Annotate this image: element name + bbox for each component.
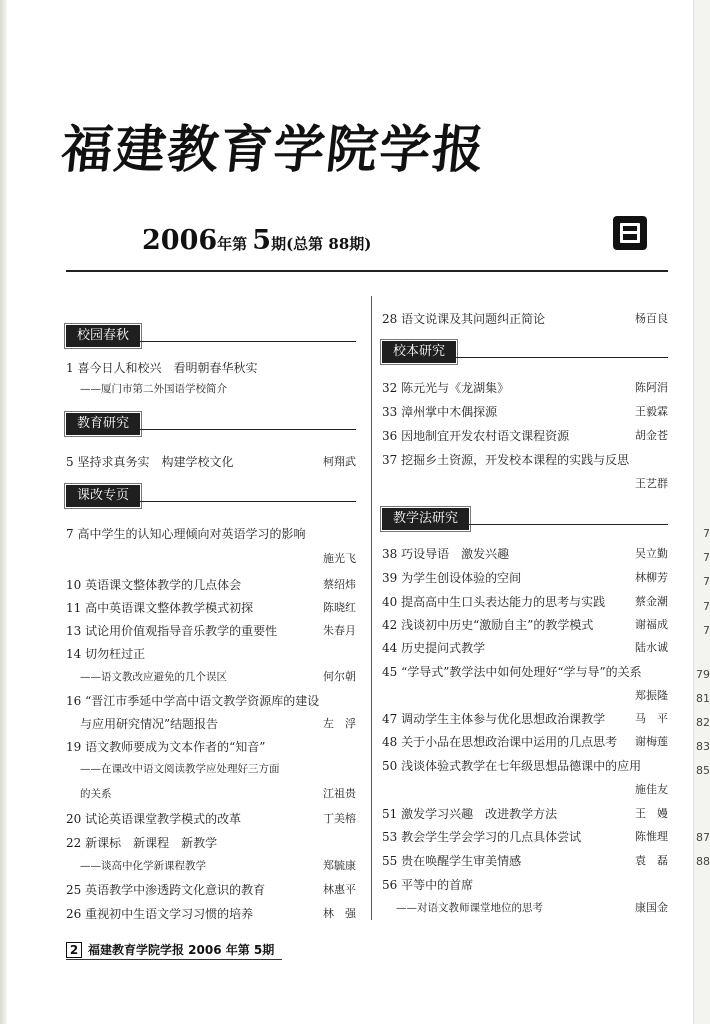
toc-entry-title: 51 激发学习兴趣 改进教学方法 <box>382 807 558 821</box>
section-header <box>66 326 356 346</box>
section-rule <box>456 357 668 358</box>
toc-entry-author: 杨百良 <box>635 312 668 325</box>
toc-entry-title: 50 浅谈体验式教学在七年级思想品德课中的应用 <box>382 759 642 773</box>
footer-rule <box>66 959 282 960</box>
toc-entry-title: 55 贵在唤醒学生审美情感 <box>382 854 522 868</box>
section-title: 课改专页 <box>66 485 140 507</box>
toc-entry-author: 康国金 <box>635 901 668 914</box>
issue-nian-di: 年第 <box>217 235 248 253</box>
toc-entry-author: 吴立勤 <box>635 547 668 560</box>
toc-entry-title: 20 试论英语课堂教学模式的改革 <box>66 812 242 826</box>
toc-entry-title: 33 漳州掌中木偶探源 <box>382 405 498 419</box>
toc-entry-title: ——谈高中化学新课程教学 <box>80 860 206 872</box>
toc-entry-author: 陈惟理 <box>635 830 668 843</box>
toc-entry-author: 谢福成 <box>635 618 668 631</box>
scan-edge-right <box>693 0 710 1024</box>
toc-entry-author: 蔡金潮 <box>635 595 668 608</box>
toc-entry-author: 柯翔武 <box>323 455 356 468</box>
section-header <box>382 342 668 362</box>
toc-entry-title: 7 高中学生的认知心理倾向对英语学习的影响 <box>66 527 306 541</box>
toc-entry-title: 5 坚持求真务实 构建学校文化 <box>66 455 234 469</box>
issue-line <box>142 225 371 256</box>
toc-entry-author: 王艺群 <box>635 477 668 490</box>
toc-entry-author: 陈晓红 <box>323 601 356 614</box>
toc-entry-author: 王 嫚 <box>635 807 668 820</box>
contents-icon <box>613 216 647 250</box>
toc-entry-title: 36 因地制宜开发农村语文课程资源 <box>382 429 570 443</box>
toc-entry-title: 40 提高高中生口头表达能力的思考与实践 <box>382 595 606 609</box>
section-header <box>66 414 356 434</box>
right-edge-number: 81 <box>696 692 710 705</box>
toc-entry-title: 38 巧设导语 激发兴趣 <box>382 547 510 561</box>
toc-entry-title: ——厦门市第二外国语学校简介 <box>80 383 227 395</box>
right-edge-number: 87 <box>696 831 710 844</box>
toc-entry-title: ——在课改中语文阅读教学应处理好三方面 <box>80 763 280 775</box>
toc-entry-title: 10 英语课文整体教学的几点体会 <box>66 578 242 592</box>
toc-entry-title: 48 关于小品在思想政治课中运用的几点思考 <box>382 735 618 749</box>
toc-entry-author: 袁 磊 <box>635 854 668 867</box>
section-header <box>66 486 356 506</box>
toc-entry-author: 林惠平 <box>323 883 356 896</box>
toc-entry-author: 朱春月 <box>323 624 356 637</box>
toc-entry-title: 44 历史提问式教学 <box>382 641 486 655</box>
toc-entry-title: 53 教会学生学会学习的几点具体尝试 <box>382 830 582 844</box>
toc-entry-author: 谢梅莲 <box>635 735 668 748</box>
right-edge-number: 7 <box>703 551 710 564</box>
right-edge-number: 83 <box>696 740 710 753</box>
toc-entry-title: 39 为学生创设体验的空间 <box>382 571 522 585</box>
section-title: 校园春秋 <box>66 325 140 347</box>
toc-entry-author: 陆水诚 <box>635 641 668 654</box>
toc-entry-author: 王毅霖 <box>635 405 668 418</box>
section-rule <box>140 341 356 342</box>
toc-entry-title: 14 切勿枉过正 <box>66 647 146 661</box>
toc-entry-title: 11 高中英语课文整体教学模式初探 <box>66 601 254 615</box>
section-header <box>382 509 668 529</box>
toc-entry-title: 1 喜今日人和校兴 看明朝春华秋实 <box>66 361 258 375</box>
toc-entry-title: 与应用研究情况”结题报告 <box>80 717 219 731</box>
footer-page-number: 2 <box>66 942 82 958</box>
right-edge-number: 7 <box>703 527 710 540</box>
toc-entry-author: 马 平 <box>635 712 668 725</box>
toc-entry-title: 26 重视初中生语文学习习惯的培养 <box>66 907 254 921</box>
issue-number: 5 <box>252 225 272 256</box>
footer-journal-issue: 福建教育学院学报 2006 年第 5期 <box>88 943 275 957</box>
toc-entry-title: 19 语文教师要成为文本作者的“知音” <box>66 740 266 754</box>
toc-entry-title: ——语文教改应避免的几个误区 <box>80 671 227 683</box>
toc-entry-title: 13 试论用价值观指导音乐教学的重要性 <box>66 624 278 638</box>
toc-entry-author: 胡金苍 <box>635 429 668 442</box>
right-edge-number: 7 <box>703 600 710 613</box>
toc-entry-title: 37 挖掘乡土资源，开发校本课程的实践与反思 <box>382 453 630 467</box>
toc-entry-author: 丁美榕 <box>323 812 356 825</box>
toc-entry-title: 22 新课标 新课程 新教学 <box>66 836 218 850</box>
section-title: 教育研究 <box>66 413 140 435</box>
section-title: 教学法研究 <box>382 508 469 530</box>
right-edge-number: 82 <box>696 716 710 729</box>
toc-entry-title: 28 语文说课及其问题纠正简论 <box>382 312 546 326</box>
toc-entry-author: 左 浮 <box>323 717 356 730</box>
toc-entry-title: 25 英语教学中渗透跨文化意识的教育 <box>66 883 266 897</box>
section-rule <box>140 501 356 502</box>
toc-entry-author: 何尔朝 <box>323 670 356 683</box>
section-rule <box>469 524 668 525</box>
scan-edge-left <box>0 0 7 1024</box>
right-edge-number: 7 <box>703 575 710 588</box>
toc-entry-title: ——对语文教师课堂地位的思考 <box>396 902 543 914</box>
column-divider <box>371 296 372 920</box>
toc-entry-author: 林柳芳 <box>635 571 668 584</box>
toc-entry-author: 江祖贵 <box>323 787 356 800</box>
toc-entry-author: 林 强 <box>323 907 356 920</box>
journal-title: 福建教育学院学报 <box>58 120 489 180</box>
right-edge-number: 85 <box>696 764 710 777</box>
toc-entry-title: 56 平等中的首席 <box>382 878 474 892</box>
section-rule <box>140 429 356 430</box>
toc-entry-title: 45 “学导式”教学法中如何处理好“学与导”的关系 <box>382 665 642 679</box>
toc-entry-title: 42 浅谈初中历史“激励自主”的教学模式 <box>382 618 594 632</box>
toc-entry-title: 32 陈元光与《龙湖集》 <box>382 381 510 395</box>
toc-entry-title: 16 “晋江市季延中学高中语文教学资源库的建设 <box>66 694 320 708</box>
header-rule <box>66 270 668 272</box>
toc-entry-title: 的关系 <box>80 788 112 800</box>
right-edge-number: 79 <box>696 668 710 681</box>
right-edge-number: 88 <box>696 855 710 868</box>
toc-entry-author: 施佳友 <box>635 783 668 796</box>
toc-entry-author: 郑振隆 <box>635 689 668 702</box>
issue-suffix: 期(总第 88期) <box>271 235 372 253</box>
toc-entry-author: 陈阿涓 <box>635 381 668 394</box>
toc-entry-author: 施光飞 <box>323 552 356 565</box>
footer <box>66 941 274 958</box>
toc-entry-author: 郑毓康 <box>323 859 356 872</box>
issue-year: 2006 <box>142 225 218 256</box>
section-title: 校本研究 <box>382 341 456 363</box>
right-edge-number: 7 <box>703 624 710 637</box>
toc-entry-author: 蔡绍炜 <box>323 578 356 591</box>
toc-entry-title: 47 调动学生主体参与优化思想政治课教学 <box>382 712 606 726</box>
